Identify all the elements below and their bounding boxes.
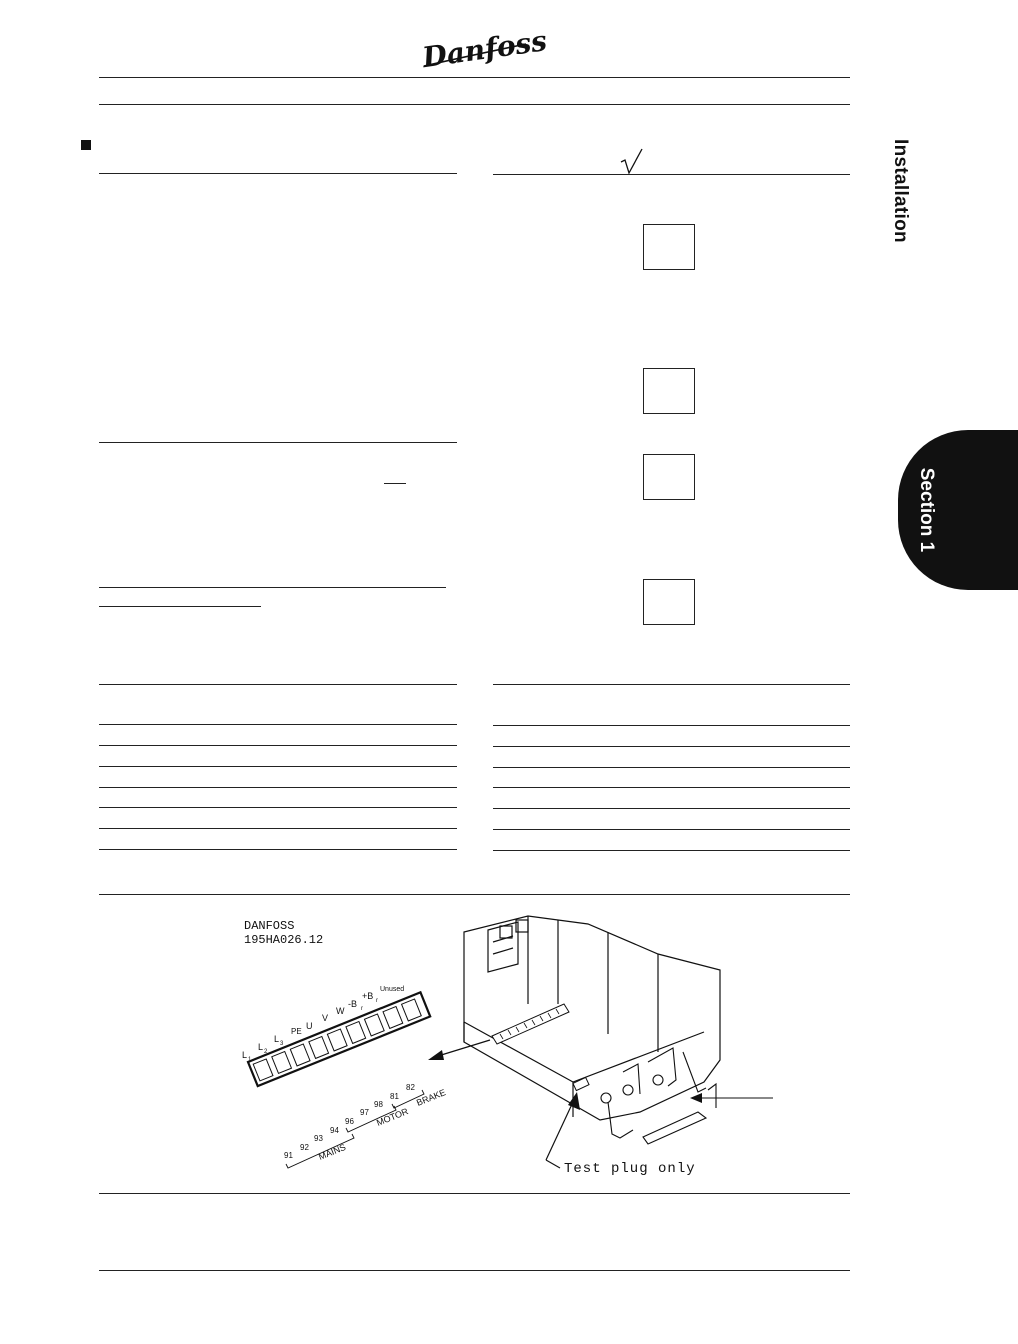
terminal-number: 81: [390, 1092, 399, 1101]
section-tab: [898, 430, 1018, 590]
test-plug-label: Test plug only: [564, 1161, 696, 1177]
drive-housing: [464, 916, 720, 1120]
terminal-number: 91: [284, 1151, 293, 1160]
table-left-rule-1: [99, 684, 457, 685]
housing-terminal-strip: [492, 1004, 569, 1044]
installation-tab: [870, 136, 930, 246]
table-left-rule-8: [99, 849, 457, 850]
table-left-rule-2: [99, 724, 457, 725]
terminal-number: 92: [300, 1143, 309, 1152]
label-plus-br: +B: [362, 991, 374, 1001]
table-right-rule-7: [493, 829, 850, 830]
label-l3: L: [274, 1034, 280, 1044]
table-left-rule-3: [99, 745, 457, 746]
label-minus-br: -B: [348, 999, 357, 1009]
footer-rule: [99, 1270, 850, 1271]
left-column-rule: [99, 173, 457, 174]
danfoss-logo: [418, 24, 549, 75]
test-plug-arrow-line: [546, 1102, 573, 1160]
group-motor: MOTOR: [375, 1106, 410, 1128]
checkbox-2[interactable]: [643, 368, 695, 414]
table-left-rule-6: [99, 807, 457, 808]
label-w: W: [336, 1006, 345, 1016]
label-l1-sub: 1: [248, 1057, 252, 1063]
label-unused: Unused: [380, 986, 405, 993]
terminal-number: 93: [314, 1134, 323, 1143]
label-v: V: [322, 1013, 329, 1023]
table-left-rule-7: [99, 828, 457, 829]
label-l1: L: [242, 1050, 248, 1060]
figure-bottom-rule: [99, 1193, 850, 1194]
label-l2-sub: 2: [264, 1049, 268, 1055]
table-right-rule-3: [493, 746, 850, 747]
earth-arrow-head: [690, 1093, 702, 1103]
strip-arrow-head: [428, 1050, 444, 1060]
terminal-number: 98: [374, 1100, 383, 1109]
section-bullet: [81, 140, 91, 150]
terminal-figure: [228, 912, 788, 1182]
logo-wordmark: Danfoss: [420, 24, 549, 75]
label-pe: PE: [291, 1027, 302, 1036]
left-rule-mid: [99, 442, 457, 443]
group-mains: MAINS: [317, 1141, 348, 1162]
section-label: Section 1: [916, 467, 937, 553]
checkbox-1[interactable]: [643, 224, 695, 270]
table-right-rule-1: [493, 684, 850, 685]
left-rule-long: [99, 587, 446, 588]
figure-top-rule: [99, 894, 850, 895]
test-plug: [573, 1077, 589, 1090]
test-plug-arrow-head: [568, 1092, 580, 1110]
installation-label: Installation: [890, 139, 911, 243]
checkbox-4[interactable]: [643, 579, 695, 625]
terminal-number: 82: [406, 1083, 415, 1092]
check-mark: [620, 148, 644, 176]
left-rule-short: [99, 606, 261, 607]
terminal-number: 97: [360, 1108, 369, 1117]
right-column-rule: [493, 174, 850, 175]
terminal-number: 94: [330, 1126, 339, 1135]
short-underline: [384, 483, 406, 484]
table-left-rule-4: [99, 766, 457, 767]
label-minus-br-sub: r: [361, 1006, 363, 1012]
table-right-rule-2: [493, 725, 850, 726]
table-right-rule-6: [493, 808, 850, 809]
table-right-rule-4: [493, 767, 850, 768]
checkbox-3[interactable]: [643, 454, 695, 500]
terminal-number: 96: [345, 1117, 354, 1126]
header-rule-2: [99, 104, 850, 105]
table-right-rule-5: [493, 787, 850, 788]
group-brake: BRAKE: [415, 1087, 448, 1108]
label-plus-br-sub: r: [376, 998, 378, 1004]
table-right-rule-8: [493, 850, 850, 851]
label-l3-sub: 3: [280, 1041, 284, 1047]
figure-code-line1: DANFOSS: [244, 919, 295, 933]
label-l2: L: [258, 1042, 264, 1052]
label-u: U: [306, 1021, 313, 1031]
table-left-rule-5: [99, 787, 457, 788]
header-rule-1: [99, 77, 850, 78]
figure-code-line2: 195HA026.12: [244, 933, 324, 947]
